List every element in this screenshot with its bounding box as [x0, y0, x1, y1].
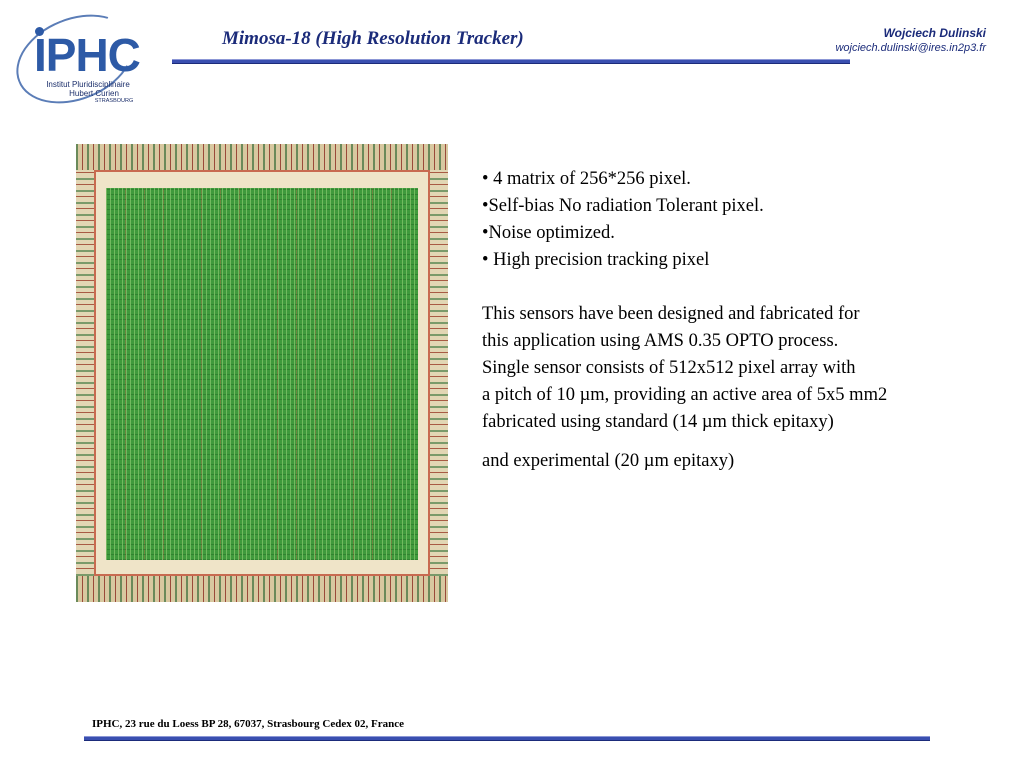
footer-address: IPHC, 23 rue du Loess BP 28, 67037, Strasbourg Cedex 02, France: [92, 718, 404, 730]
footer-rule: [84, 736, 930, 741]
description-line: this application using AMS 0.35 OPTO process.: [482, 331, 839, 351]
slide-content: [482, 166, 1002, 475]
author-block: [835, 26, 986, 55]
chip-pad-row-top: [76, 144, 448, 170]
slide-title: Mimosa-18 (High Resolution Tracker): [222, 28, 524, 49]
logo-mark: IPHC: [34, 29, 140, 81]
header-rule: [172, 59, 850, 64]
author-name: Wojciech Dulinski: [883, 26, 986, 40]
feature-item: • High precision tracking pixel: [482, 250, 710, 270]
feature-item: •Noise optimized.: [482, 223, 615, 243]
logo-line-city: STRASBOURG: [94, 98, 134, 104]
chip-pad-column-right: [430, 170, 448, 576]
description-line: fabricated using standard (14 µm thick epitaxy): [482, 412, 834, 432]
description-line: Single sensor consists of 512x512 pixel array with: [482, 358, 856, 378]
logo-line-institute: Institut Pluridisciplinaire: [46, 80, 130, 89]
chip-frame: [94, 170, 430, 576]
feature-item: • 4 matrix of 256*256 pixel.: [482, 169, 691, 189]
author-email: wojciech.dulinski@ires.in2p3.fr: [835, 42, 986, 54]
pixel-array: [106, 188, 418, 560]
feature-item: •Self-bias No radiation Tolerant pixel.: [482, 196, 764, 216]
feature-list: [482, 166, 1002, 274]
description-line: a pitch of 10 µm, providing an active area of 5x5 mm2: [482, 385, 888, 405]
logo-line-name: Hubert Curien: [69, 89, 119, 98]
iphc-logo: [8, 10, 143, 104]
sensor-layout-image: [76, 144, 448, 602]
chip-pad-row-bottom: [76, 576, 448, 602]
chip-pad-column-left: [76, 170, 94, 576]
description-paragraph: [482, 301, 1002, 436]
description-extra-line: and experimental (20 µm epitaxy): [482, 451, 735, 471]
description-line: This sensors have been designed and fabricated for: [482, 304, 860, 324]
